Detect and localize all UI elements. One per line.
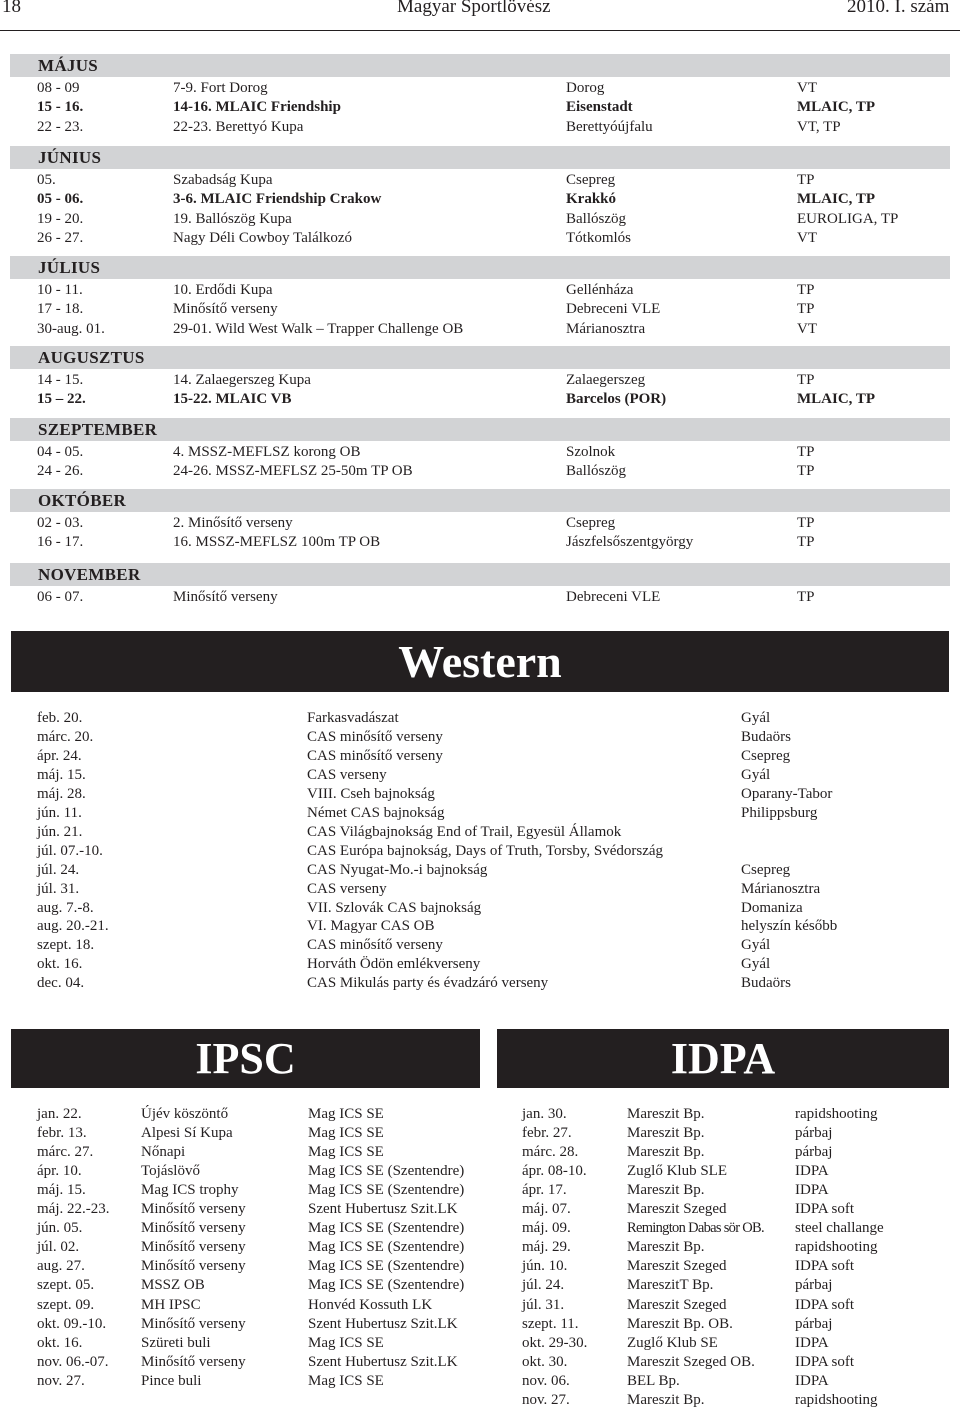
western-row: [0, 728, 960, 747]
event-name: VII. Szlovák CAS bajnokság: [307, 899, 482, 916]
event-date: 19 - 20.: [37, 210, 84, 227]
event-date: 04 - 05.: [37, 444, 84, 460]
event-name: 10. Erdődi Kupa: [173, 282, 273, 298]
month-header: [10, 563, 950, 586]
idpa-row: [0, 1276, 960, 1295]
event-date: 30-aug. 01.: [37, 320, 105, 337]
event-place: helyszín később: [741, 918, 838, 935]
event-name: 3-6. MLAIC Friendship Crakow: [173, 191, 382, 208]
event-date: aug. 27.: [37, 1258, 85, 1275]
event-date: 14 - 15.: [37, 372, 84, 388]
month-label: NOVEMBER: [38, 565, 141, 584]
event-date: 24 - 26.: [37, 463, 84, 480]
event-place: Mag ICS SE: [308, 1372, 384, 1389]
event-type: steel challange: [795, 1220, 884, 1237]
event-name: 29-01. Wild West Walk – Trapper Challenge OB: [173, 320, 464, 337]
event-date: okt. 09.-10.: [37, 1315, 107, 1332]
event-place: Mag ICS SE (Szentendre): [308, 1239, 465, 1256]
event-type: TP: [797, 515, 815, 531]
event-name: 24-26. MSSZ-MEFLSZ 25-50m TP OB: [173, 463, 413, 480]
western-row: [0, 766, 960, 785]
event-place: Szent Hubertusz Szit.LK: [308, 1353, 458, 1370]
idpa-row: [0, 1391, 960, 1410]
event-place: Mareszit Bp.: [627, 1125, 705, 1142]
page-number: 18: [2, 0, 21, 17]
event-date: máj. 15.: [37, 766, 86, 783]
month-header: [10, 489, 950, 512]
idpa-row: [0, 1162, 960, 1181]
event-date: ápr. 24.: [37, 747, 82, 764]
event-name: Minősítő verseny: [141, 1315, 246, 1332]
idpa-row: [0, 1105, 960, 1124]
event-place: Mareszit Szeged: [627, 1201, 727, 1218]
event-type: MLAIC, TP: [797, 391, 876, 408]
event-place: Mareszit Bp.: [627, 1182, 705, 1199]
event-name: Alpesi Sí Kupa: [141, 1125, 233, 1142]
event-type: EUROLIGA, TP: [797, 210, 899, 227]
event-date: 26 - 27.: [37, 229, 84, 246]
event-date: 17 - 18.: [37, 301, 84, 318]
idpa-row: [0, 1257, 960, 1276]
event-date: júl. 07.-10.: [37, 842, 103, 859]
event-name: CAS Világbajnokság End of Trail, Egyesül Államok: [307, 823, 622, 840]
schedule-row: [0, 229, 960, 248]
event-type: VT: [797, 320, 817, 337]
event-date: jún. 05.: [37, 1220, 83, 1237]
month-label: JÚNIUS: [38, 148, 102, 167]
event-name: Farkasvadászat: [307, 710, 399, 726]
ipsc-title: IPSC: [195, 1034, 296, 1083]
event-place: Remington Dabas sör OB.: [627, 1220, 764, 1237]
event-name: MSSZ OB: [141, 1277, 205, 1294]
event-name: Nőnapi: [141, 1144, 186, 1161]
event-type: párbaj: [795, 1125, 833, 1142]
event-date: ápr. 10.: [37, 1163, 82, 1180]
event-name: Minősítő verseny: [173, 301, 278, 318]
month-label: SZEPTEMBER: [38, 420, 158, 439]
event-place: Barcelos (POR): [566, 391, 667, 408]
event-place: Mareszit Bp.: [627, 1144, 705, 1161]
western-title: Western: [398, 636, 562, 687]
event-type: MLAIC, TP: [797, 99, 876, 116]
event-place: Domaniza: [741, 899, 803, 916]
event-type: IDPA soft: [795, 1201, 855, 1218]
event-date: okt. 16.: [37, 956, 83, 973]
issue-label: 2010. I. szám: [847, 0, 950, 17]
event-name: CAS minősítő verseny: [307, 747, 443, 764]
event-date: 05.: [37, 172, 56, 188]
event-place: Ballószög: [566, 210, 626, 227]
event-name: Minősítő verseny: [173, 589, 278, 605]
event-date: júl. 02.: [37, 1239, 80, 1256]
event-date: szept. 09.: [37, 1296, 95, 1313]
event-place: MareszitT Bp.: [627, 1277, 714, 1294]
event-name: Szüreti buli: [141, 1334, 211, 1351]
event-date: szept. 18.: [37, 937, 95, 954]
event-place: Eisenstadt: [566, 99, 633, 116]
schedule-row: [0, 514, 960, 533]
event-date: szept. 11.: [522, 1315, 579, 1332]
schedule-row: [0, 171, 960, 190]
event-name: CAS Európa bajnokság, Days of Truth, Torsby, Svédország: [307, 842, 664, 859]
event-name: Minősítő verseny: [141, 1353, 246, 1370]
western-row: [0, 747, 960, 766]
idpa-row: [0, 1372, 960, 1391]
event-date: máj. 22.-23.: [37, 1201, 110, 1218]
event-date: ápr. 17.: [522, 1182, 567, 1199]
schedule-row: [0, 533, 960, 552]
event-name: CAS minősítő verseny: [307, 728, 443, 745]
event-date: 10 - 11.: [37, 282, 83, 298]
event-type: TP: [797, 282, 815, 298]
event-name: Mag ICS trophy: [141, 1182, 239, 1199]
event-place: Mag ICS SE: [308, 1106, 384, 1122]
month-label: JÚLIUS: [38, 258, 101, 277]
event-name: VI. Magyar CAS OB: [307, 918, 435, 935]
event-type: VT: [797, 80, 817, 96]
western-row: [0, 899, 960, 918]
schedule-row: [0, 210, 960, 229]
western-row: [0, 861, 960, 880]
western-row: [0, 880, 960, 899]
event-place: Mag ICS SE: [308, 1334, 384, 1351]
event-date: jún. 10.: [522, 1258, 568, 1275]
event-place: Márianosztra: [566, 320, 646, 337]
idpa-row: [0, 1219, 960, 1238]
idpa-row: [0, 1353, 960, 1372]
schedule-row: [0, 588, 960, 607]
event-date: nov. 06.-07.: [37, 1353, 109, 1370]
schedule-row: [0, 190, 960, 209]
event-name: CAS verseny: [307, 880, 387, 897]
event-place: Ballószög: [566, 463, 626, 480]
event-date: nov. 27.: [37, 1372, 85, 1389]
event-date: aug. 20.-21.: [37, 918, 109, 935]
magazine-title: Magyar Sportlövész: [397, 0, 551, 17]
event-place: Mareszit Szeged: [627, 1296, 727, 1313]
event-type: rapidshooting: [795, 1106, 878, 1122]
event-type: rapidshooting: [795, 1239, 878, 1256]
event-name: Minősítő verseny: [141, 1201, 246, 1218]
event-date: máj. 07.: [522, 1201, 571, 1218]
event-date: febr. 27.: [522, 1125, 572, 1142]
idpa-row: [0, 1143, 960, 1162]
event-place: Csepreg: [566, 515, 616, 531]
event-place: BEL Bp.: [627, 1372, 680, 1389]
event-type: párbaj: [795, 1315, 833, 1332]
event-type: IDPA: [795, 1334, 829, 1351]
schedule-row: [0, 390, 960, 409]
event-name: Minősítő verseny: [141, 1239, 246, 1256]
event-place: Csepreg: [741, 747, 791, 764]
event-date: ápr. 08-10.: [522, 1163, 587, 1180]
event-date: 02 - 03.: [37, 515, 84, 531]
event-type: VT: [797, 229, 817, 246]
schedule-row: [0, 118, 960, 137]
event-place: Szent Hubertusz Szit.LK: [308, 1315, 458, 1332]
month-header: [10, 418, 950, 441]
event-date: márc. 28.: [522, 1144, 579, 1161]
event-name: 4. MSSZ-MEFLSZ korong OB: [173, 444, 361, 460]
event-date: 08 - 09: [37, 80, 80, 96]
event-name: Horváth Ödön emlékverseny: [307, 956, 481, 973]
event-name: Tojáslövő: [141, 1163, 200, 1180]
event-place: Mareszit Szeged OB.: [627, 1353, 755, 1370]
event-type: IDPA: [795, 1372, 829, 1389]
western-row: [0, 936, 960, 955]
event-place: Oparany-Tabor: [741, 785, 833, 802]
western-row: [0, 785, 960, 804]
event-date: szept. 05.: [37, 1277, 95, 1294]
event-date: jan. 30.: [522, 1106, 567, 1122]
event-place: Budaörs: [741, 975, 791, 992]
event-place: Philippsburg: [741, 804, 818, 821]
event-place: Zalaegerszeg: [566, 372, 646, 388]
event-place: Márianosztra: [741, 880, 821, 897]
schedule-row: [0, 281, 960, 300]
western-row: [0, 709, 960, 728]
event-name: Minősítő verseny: [141, 1220, 246, 1237]
idpa-row: [0, 1315, 960, 1334]
event-type: rapidshooting: [795, 1391, 878, 1408]
event-date: máj. 29.: [522, 1239, 571, 1256]
event-name: MH IPSC: [141, 1296, 201, 1313]
event-name: 15-22. MLAIC VB: [173, 391, 292, 408]
event-name: 19. Ballószög Kupa: [173, 210, 292, 227]
event-name: VIII. Cseh bajnokság: [307, 785, 435, 802]
event-place: Mag ICS SE: [308, 1125, 384, 1142]
event-place: Honvéd Kossuth LK: [308, 1296, 433, 1313]
event-date: júl. 31.: [522, 1296, 565, 1313]
event-name: Pince buli: [141, 1372, 202, 1389]
event-date: febr. 13.: [37, 1125, 87, 1142]
event-date: aug. 7.-8.: [37, 899, 94, 916]
month-label: MÁJUS: [38, 56, 99, 75]
event-place: Mag ICS SE (Szentendre): [308, 1277, 465, 1294]
event-place: Mareszit Bp.: [627, 1106, 705, 1122]
idpa-row: [0, 1181, 960, 1200]
event-place: Gyál: [741, 710, 771, 726]
event-date: nov. 06.: [522, 1372, 570, 1389]
event-date: okt. 16.: [37, 1334, 83, 1351]
event-place: Mareszit Bp. OB.: [627, 1315, 733, 1332]
idpa-row: [0, 1296, 960, 1315]
event-type: VT, TP: [797, 118, 841, 135]
idpa-row: [0, 1124, 960, 1143]
event-date: máj. 28.: [37, 785, 86, 802]
schedule-row: [0, 443, 960, 462]
event-type: TP: [797, 172, 815, 188]
event-place: Gyál: [741, 956, 771, 973]
event-type: IDPA soft: [795, 1258, 855, 1275]
event-place: Gyál: [741, 937, 771, 954]
idpa-title: IDPA: [670, 1034, 776, 1083]
event-date: dec. 04.: [37, 975, 85, 992]
idpa-row: [0, 1238, 960, 1257]
idpa-row: [0, 1334, 960, 1353]
event-place: Mag ICS SE (Szentendre): [308, 1220, 465, 1237]
event-place: Mareszit Szeged: [627, 1258, 727, 1275]
western-row: [0, 974, 960, 993]
event-date: máj. 15.: [37, 1182, 86, 1199]
event-date: márc. 27.: [37, 1144, 94, 1161]
event-type: IDPA: [795, 1182, 829, 1199]
event-name: 14. Zalaegerszeg Kupa: [173, 372, 311, 388]
western-row: [0, 842, 960, 861]
month-label: AUGUSZTUS: [38, 348, 145, 367]
event-type: TP: [797, 372, 815, 388]
event-place: Mareszit Bp.: [627, 1391, 705, 1408]
event-place: Zuglő Klub SLE: [627, 1163, 727, 1180]
event-place: Csepreg: [741, 861, 791, 878]
event-name: CAS verseny: [307, 766, 387, 783]
western-row: [0, 804, 960, 823]
event-date: júl. 24.: [37, 861, 80, 878]
event-place: Csepreg: [566, 172, 616, 188]
western-row: [0, 917, 960, 936]
event-date: okt. 30.: [522, 1353, 568, 1370]
event-name: 7-9. Fort Dorog: [173, 80, 268, 96]
idpa-row: [0, 1200, 960, 1219]
event-name: CAS Mikulás party és évadzáró verseny: [307, 975, 549, 992]
event-name: 2. Minősítő verseny: [173, 515, 293, 531]
event-type: TP: [797, 444, 815, 460]
event-place: Zuglő Klub SE: [627, 1334, 718, 1351]
event-place: Debreceni VLE: [566, 301, 661, 318]
event-place: Berettyóújfalu: [566, 118, 653, 135]
event-name: 16. MSSZ-MEFLSZ 100m TP OB: [173, 534, 381, 551]
event-name: CAS Nyugat-Mo.-i bajnokság: [307, 861, 488, 878]
ipsc-banner: [11, 1029, 480, 1088]
schedule-row: [0, 320, 960, 339]
event-date: 06 - 07.: [37, 589, 84, 605]
event-name: Szabadság Kupa: [173, 172, 273, 188]
event-date: 16 - 17.: [37, 534, 84, 551]
event-date: 22 - 23.: [37, 118, 84, 135]
month-header: [10, 346, 950, 369]
event-place: Krakkó: [566, 191, 617, 208]
event-place: Debreceni VLE: [566, 589, 661, 605]
event-date: jún. 21.: [37, 823, 83, 840]
event-place: Mag ICS SE (Szentendre): [308, 1163, 465, 1180]
month-label: OKTÓBER: [38, 491, 127, 510]
event-place: Mag ICS SE (Szentendre): [308, 1258, 465, 1275]
schedule-row: [0, 371, 960, 390]
event-date: máj. 09.: [522, 1220, 571, 1237]
event-date: 15 - 16.: [37, 99, 84, 116]
event-place: Szolnok: [566, 444, 616, 460]
event-type: TP: [797, 463, 815, 480]
event-date: márc. 20.: [37, 728, 94, 745]
event-date: nov. 27.: [522, 1391, 570, 1408]
event-type: IDPA: [795, 1163, 829, 1180]
event-name: Újév köszöntő: [141, 1106, 229, 1122]
event-place: Tótkomlós: [566, 229, 632, 246]
event-date: 05 - 06.: [37, 191, 84, 208]
event-place: Budaörs: [741, 728, 791, 745]
event-name: Nagy Déli Cowboy Találkozó: [173, 229, 353, 246]
event-type: IDPA soft: [795, 1353, 855, 1370]
event-date: jún. 11.: [37, 804, 82, 821]
event-date: feb. 20.: [37, 710, 83, 726]
page-header: [0, 0, 960, 31]
event-type: MLAIC, TP: [797, 191, 876, 208]
event-name: Német CAS bajnokság: [307, 804, 445, 821]
western-row: [0, 955, 960, 974]
month-header: [10, 146, 950, 169]
event-date: 15 – 22.: [37, 391, 86, 408]
month-header: [10, 256, 950, 279]
western-row: [0, 823, 960, 842]
event-place: Gellénháza: [566, 282, 634, 298]
event-type: TP: [797, 589, 815, 605]
event-name: Minősítő verseny: [141, 1258, 246, 1275]
idpa-banner: [497, 1029, 949, 1088]
event-place: Jászfelsőszentgyörgy: [566, 534, 694, 551]
event-place: Szent Hubertusz Szit.LK: [308, 1201, 458, 1218]
event-date: júl. 24.: [522, 1277, 565, 1294]
event-type: párbaj: [795, 1144, 833, 1161]
event-type: TP: [797, 301, 815, 318]
schedule-row: [0, 462, 960, 481]
event-place: Mag ICS SE: [308, 1144, 384, 1161]
event-date: júl. 31.: [37, 880, 80, 897]
event-date: jan. 22.: [37, 1106, 82, 1122]
event-name: CAS minősítő verseny: [307, 937, 443, 954]
event-name: 22-23. Berettyó Kupa: [173, 118, 304, 135]
schedule-row: [0, 79, 960, 98]
event-date: okt. 29-30.: [522, 1334, 588, 1351]
event-place: Mag ICS SE (Szentendre): [308, 1182, 465, 1199]
event-name: 14-16. MLAIC Friendship: [173, 99, 341, 116]
schedule-row: [0, 98, 960, 117]
event-type: párbaj: [795, 1277, 833, 1294]
western-banner: [11, 631, 949, 692]
event-place: Gyál: [741, 766, 771, 783]
event-type: TP: [797, 534, 815, 551]
event-place: Mareszit Bp.: [627, 1239, 705, 1256]
schedule-row: [0, 300, 960, 319]
event-place: Dorog: [566, 80, 605, 96]
month-header: [10, 54, 950, 77]
event-type: IDPA soft: [795, 1296, 855, 1313]
